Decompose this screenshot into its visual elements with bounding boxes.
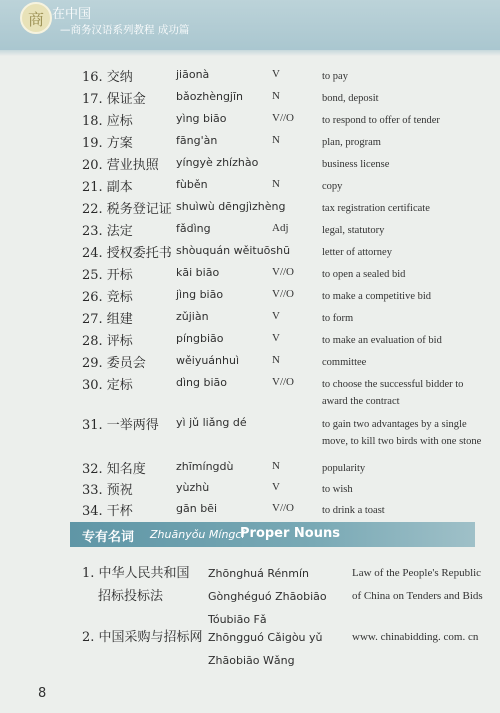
vocab-english: to make a competitive bid [322, 291, 432, 302]
vocab-pos: V [272, 481, 280, 493]
vocab-pinyin: shòuquán wěituōshū [176, 244, 291, 257]
vocab-pinyin: píngbiāo [176, 332, 224, 345]
vocab-hanzi: 31. 一举两得 [82, 418, 159, 433]
vocab-pinyin: dìng biāo [176, 376, 227, 389]
vocab-row [0, 264, 500, 284]
vocab-english: letter of attorney [322, 247, 392, 258]
vocab-pinyin: jiāonà [176, 68, 210, 81]
vocab-row [0, 286, 500, 306]
vocab-pos: V [272, 332, 280, 344]
vocab-hanzi: 30. 定标 [82, 378, 133, 393]
vocab-hanzi: 32. 知名度 [82, 462, 146, 477]
vocab-pinyin: fāng'àn [176, 134, 218, 147]
vocab-hanzi: 29. 委员会 [82, 356, 146, 371]
vocab-row [0, 176, 500, 196]
vocab-pinyin: jìng biāo [176, 288, 224, 301]
vocab-pinyin: fùběn [176, 178, 208, 191]
vocab-row [0, 242, 500, 262]
vocab-english: popularity [322, 463, 366, 474]
vocab-row [0, 154, 500, 174]
vocab-pos: N [272, 134, 280, 146]
vocab-pos: N [272, 178, 280, 190]
vocab-row [0, 110, 500, 130]
vocab-row [0, 66, 500, 86]
proper-noun-english: Law of the People's Republic [352, 567, 482, 579]
vocab-pos: N [272, 90, 280, 102]
vocab-row [0, 88, 500, 108]
vocab-hanzi: 23. 法定 [82, 224, 133, 239]
vocab-english: bond, deposit [322, 93, 379, 104]
vocab-english: legal, statutory [322, 225, 385, 236]
series-logo [20, 2, 52, 34]
vocab-english: to choose the successful bidder to award the contract [322, 379, 464, 407]
vocab-english: to make an evaluation of bid [322, 335, 442, 346]
vocab-english: to form [322, 313, 354, 324]
vocab-row [0, 479, 500, 499]
vocab-pinyin: zǔjiàn [176, 310, 209, 323]
vocab-english: to wish [322, 484, 353, 495]
vocab-pinyin: zhīmíngdù [176, 460, 234, 473]
vocab-pos: N [272, 354, 280, 366]
vocab-hanzi: 33. 预祝 [82, 483, 133, 498]
vocab-pinyin: gān bēi [176, 502, 217, 515]
vocab-english: to drink a toast [322, 505, 385, 516]
vocab-pinyin: yì jǔ liǎng dé [176, 416, 247, 429]
vocab-pos: Adj [272, 222, 289, 234]
vocab-hanzi: 21. 副本 [82, 180, 133, 195]
vocab-english: business license [322, 159, 390, 170]
vocab-row [0, 374, 500, 407]
vocab-row [0, 352, 500, 372]
vocab-row [0, 198, 500, 218]
vocab-pinyin: yùzhù [176, 481, 210, 494]
proper-nouns-title-en: Proper Nouns [240, 526, 340, 541]
vocab-english: to gain two advantages by a single move, to kill two birds with one stone [322, 419, 482, 447]
proper-noun-english: www. chinabidding. com. cn [352, 631, 479, 643]
vocab-hanzi: 19. 方案 [82, 136, 133, 151]
header-band [0, 0, 500, 52]
vocab-pos: V//O [272, 502, 294, 514]
proper-noun-pinyin: Zhōngguó Cǎigòu yǔ [208, 631, 323, 644]
proper-nouns-title-pinyin: Zhuānyǒu Míngcí [150, 528, 245, 541]
vocab-pinyin: yìng biāo [176, 112, 227, 125]
series-subtitle: —商务汉语系列教程 成功篇 [60, 24, 190, 36]
vocab-row [0, 220, 500, 240]
proper-noun-pinyin: Zhōnghuá Rénmín [208, 567, 310, 580]
vocab-hanzi: 18. 应标 [82, 114, 133, 129]
vocab-hanzi: 22. 税务登记证 [82, 202, 172, 217]
proper-noun-pinyin: Gònghéguó Zhāobiāo [208, 590, 327, 603]
vocab-hanzi: 16. 交纳 [82, 70, 133, 85]
proper-noun-cn: 招标投标法 [98, 589, 164, 604]
vocab-hanzi: 28. 评标 [82, 334, 133, 349]
vocab-pos: V//O [272, 288, 294, 300]
vocab-pinyin: fǎdìng [176, 222, 211, 235]
vocab-pos: N [272, 460, 280, 472]
logo-char: 商 [27, 9, 44, 29]
vocab-hanzi: 34. 干杯 [82, 504, 133, 519]
vocab-hanzi: 27. 组建 [82, 312, 133, 327]
vocab-pinyin: bǎozhèngjīn [176, 90, 244, 103]
page-number: 8 [38, 686, 47, 701]
vocab-row [0, 132, 500, 152]
vocab-row [0, 330, 500, 350]
vocab-english: copy [322, 181, 343, 192]
vocab-hanzi: 17. 保证金 [82, 92, 146, 107]
vocab-pos: V//O [272, 266, 294, 278]
vocab-pos: V//O [272, 376, 294, 388]
proper-noun-english: of China on Tenders and Bids [352, 590, 483, 602]
vocab-english: tax registration certificate [322, 203, 430, 214]
vocab-english: to respond to offer of tender [322, 115, 440, 126]
proper-noun-pinyin: Zhāobiāo Wǎng [208, 654, 295, 667]
vocab-row [0, 458, 500, 478]
vocab-hanzi: 26. 竞标 [82, 290, 133, 305]
vocab-hanzi: 20. 营业执照 [82, 158, 159, 173]
vocab-english: to pay [322, 71, 348, 82]
vocab-pos: V [272, 68, 280, 80]
vocab-row [0, 308, 500, 328]
proper-nouns-title-cn: 专有名词 [82, 530, 135, 545]
proper-noun-cn: 1. 中华人民共和国 [82, 566, 190, 581]
vocab-row [0, 500, 500, 520]
vocab-english: plan, program [322, 137, 381, 148]
vocab-pinyin: kāi biāo [176, 266, 220, 279]
vocab-english: committee [322, 357, 367, 368]
vocab-pos: V [272, 310, 280, 322]
vocab-hanzi: 24. 授权委托书 [82, 246, 172, 261]
proper-noun-pinyin: Tóubiāo Fǎ [208, 613, 267, 626]
proper-nouns-header [70, 522, 475, 547]
vocab-pos: V//O [272, 112, 294, 124]
series-title: 在中国 [52, 7, 92, 22]
proper-noun-cn: 2. 中国采购与招标网 [82, 630, 203, 645]
vocab-pinyin: yíngyè zhízhào [176, 156, 259, 169]
vocab-row [0, 414, 500, 447]
vocab-pinyin: shuìwù dēngjìzhèng [176, 200, 286, 213]
vocab-english: to open a sealed bid [322, 269, 406, 280]
vocab-pinyin: wěiyuánhuì [176, 354, 240, 367]
vocab-hanzi: 25. 开标 [82, 268, 133, 283]
